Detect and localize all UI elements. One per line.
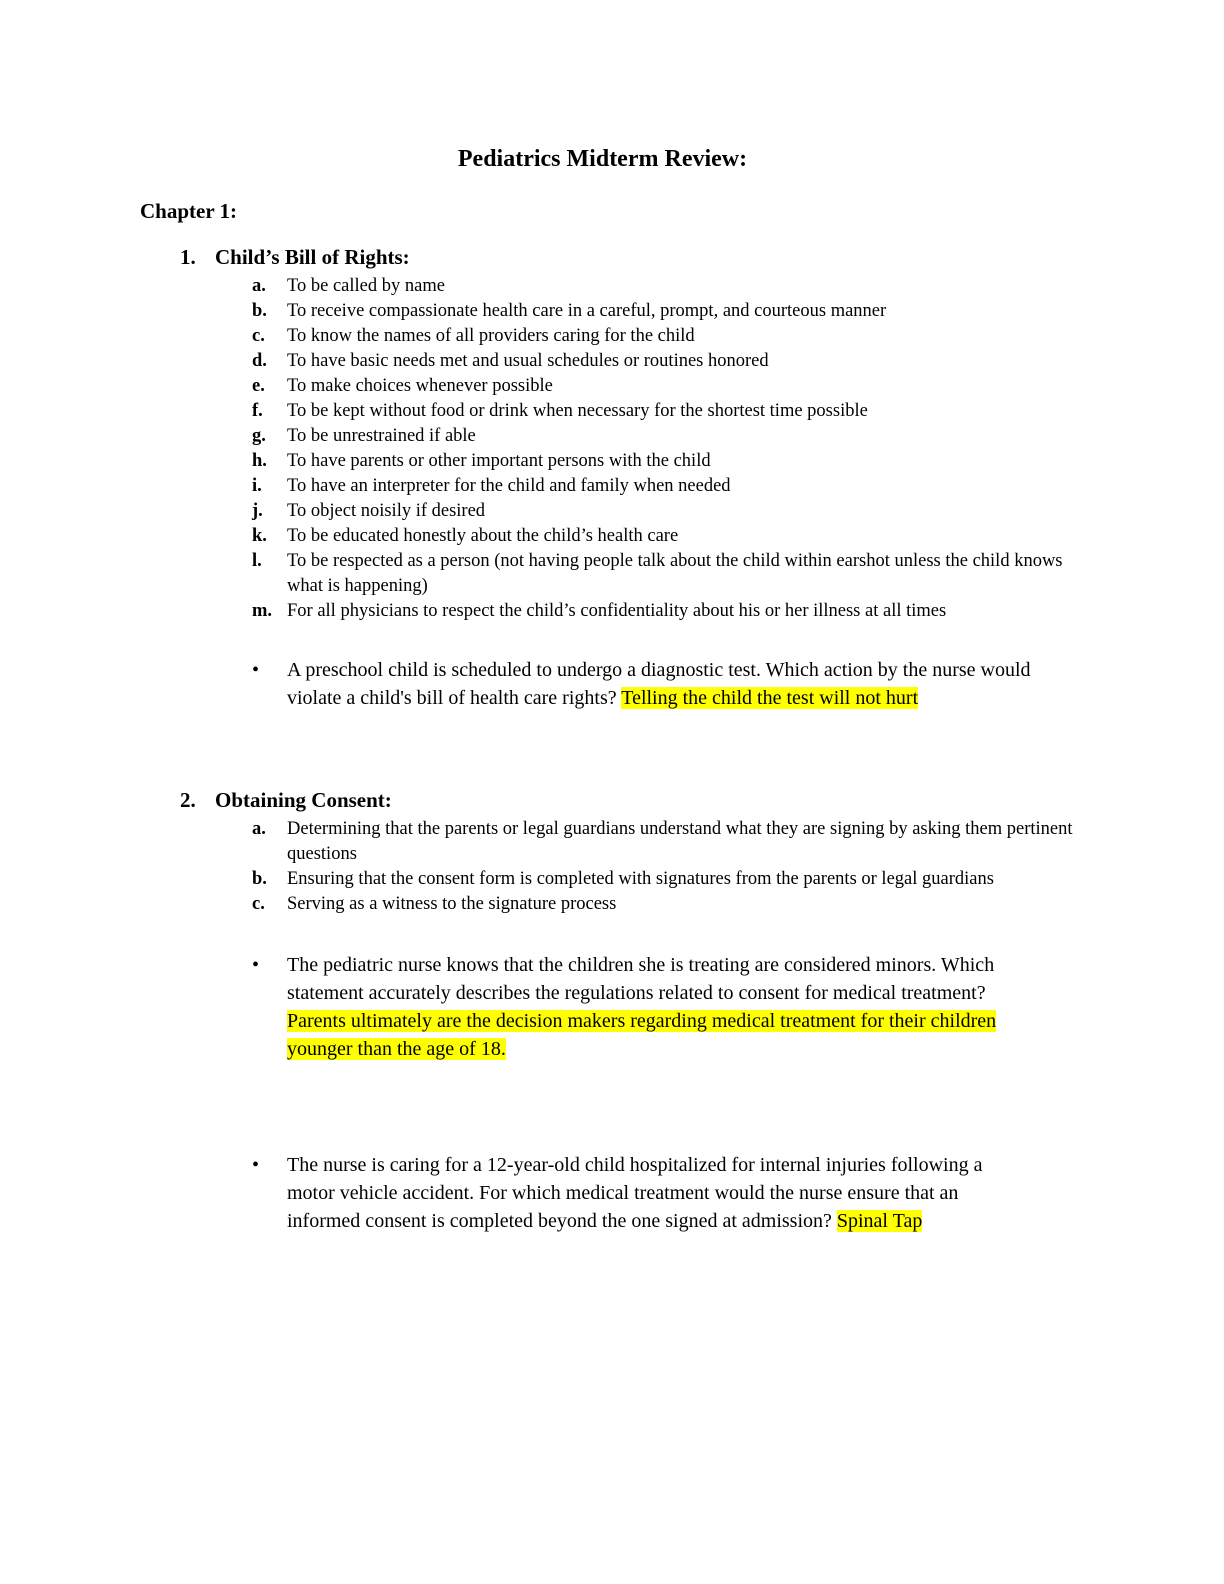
document-title: Pediatrics Midterm Review: (457, 146, 748, 172)
question-bullet (252, 656, 1032, 712)
list-item-text: To be educated honestly about the child’s health care (287, 526, 679, 546)
answer-highlight: Parents ultimately are the decision makers regarding medical treatment for their children younger than the age of 18. (287, 1010, 997, 1060)
question-block (287, 1151, 1032, 1235)
list-item (252, 524, 1087, 549)
list-item (252, 474, 1087, 499)
section-heading (180, 788, 1065, 812)
question-bullet (252, 951, 1032, 1063)
list-item-marker: c. (252, 326, 265, 346)
list-item-text: To object noisily if desired (287, 501, 486, 521)
list-item (252, 349, 1087, 374)
list-item-marker: g. (252, 426, 266, 446)
list-item-marker: h. (252, 451, 267, 471)
list-item (252, 549, 1087, 599)
list-item-marker: k. (252, 526, 267, 546)
list-item (252, 299, 1087, 324)
list-item-marker: d. (252, 351, 267, 371)
lettered-list (252, 817, 1087, 917)
list-item-text: Serving as a witness to the signature process (287, 894, 617, 914)
list-item-text: For all physicians to respect the child’s confidentiality about his or her illness at all times (287, 601, 947, 621)
list-item-text: Ensuring that the consent form is completed with signatures from the parents or legal guardians (287, 869, 994, 889)
answer-highlight: Spinal Tap (836, 1210, 923, 1232)
list-item-marker: j. (252, 501, 263, 521)
list-item-text: To be unrestrained if able (287, 426, 476, 446)
list-item (252, 424, 1087, 449)
list-item-marker: f. (252, 401, 263, 421)
list-item (252, 817, 1087, 867)
list-item-text: To know the names of all providers caring for the child (287, 326, 695, 346)
list-item-marker: i. (252, 476, 262, 496)
list-item-marker: a. (252, 819, 266, 839)
list-item-marker: c. (252, 894, 265, 914)
bullet-icon: • (252, 659, 260, 681)
question-block (287, 656, 1032, 712)
list-item (252, 892, 1087, 917)
question-text: A preschool child is scheduled to undergo a diagnostic test. Which action by the nurse would violate a child's bill of health care rights? (287, 659, 1031, 709)
list-item-text: To be respected as a person (not having people talk about the child within earshot unless the child knows what is happening) (287, 551, 1063, 596)
list-item (252, 499, 1087, 524)
question-bullet (252, 1151, 1032, 1235)
section-number: 1. (180, 245, 196, 269)
list-item-text: To be called by name (287, 276, 445, 296)
list-item-text: To make choices whenever possible (287, 376, 553, 396)
list-item-text: Determining that the parents or legal guardians understand what they are signing by asking them pertinent questions (287, 819, 1073, 864)
list-item (252, 374, 1087, 399)
list-item-text: To have basic needs met and usual schedules or routines honored (287, 351, 769, 371)
section-title: Obtaining Consent: (215, 788, 392, 812)
list-item (252, 324, 1087, 349)
list-item-text: To be kept without food or drink when necessary for the shortest time possible (287, 401, 868, 421)
section-heading (180, 245, 1065, 269)
answer-highlight: Telling the child the test will not hurt (621, 687, 919, 709)
list-item (252, 599, 1087, 624)
list-item-marker: l. (252, 551, 262, 571)
list-item-text: To have an interpreter for the child and family when needed (287, 476, 731, 496)
question-block (287, 951, 1032, 1063)
section-obtaining-consent (140, 788, 1073, 1235)
list-item-marker: b. (252, 301, 267, 321)
section-title: Child’s Bill of Rights: (215, 245, 410, 269)
chapter-heading: Chapter 1: (140, 199, 238, 223)
list-item-marker: b. (252, 869, 267, 889)
section-childs-bill-of-rights (140, 245, 1065, 712)
list-item (252, 867, 1087, 892)
bullet-icon: • (252, 954, 260, 976)
list-item (252, 399, 1087, 424)
question-text: The pediatric nurse knows that the children she is treating are considered minors. Which statement accurately describes the regulations related to consent for medical treatment? (287, 954, 995, 1004)
lettered-list (252, 274, 1087, 624)
list-item-marker: a. (252, 276, 266, 296)
list-item-text: To have parents or other important persons with the child (287, 451, 711, 471)
list-item-marker: e. (252, 376, 265, 396)
list-item (252, 274, 1087, 299)
question-text: The nurse is caring for a 12-year-old child hospitalized for internal injuries following a motor vehicle accident. For which medical treatment would the nurse ensure that an informed consent is completed beyond the one signed at admission? (287, 1154, 983, 1232)
list-item-marker: m. (252, 601, 273, 621)
section-number: 2. (180, 788, 196, 812)
list-item-text: To receive compassionate health care in a careful, prompt, and courteous manner (287, 301, 887, 321)
list-item (252, 449, 1087, 474)
bullet-icon: • (252, 1154, 260, 1176)
